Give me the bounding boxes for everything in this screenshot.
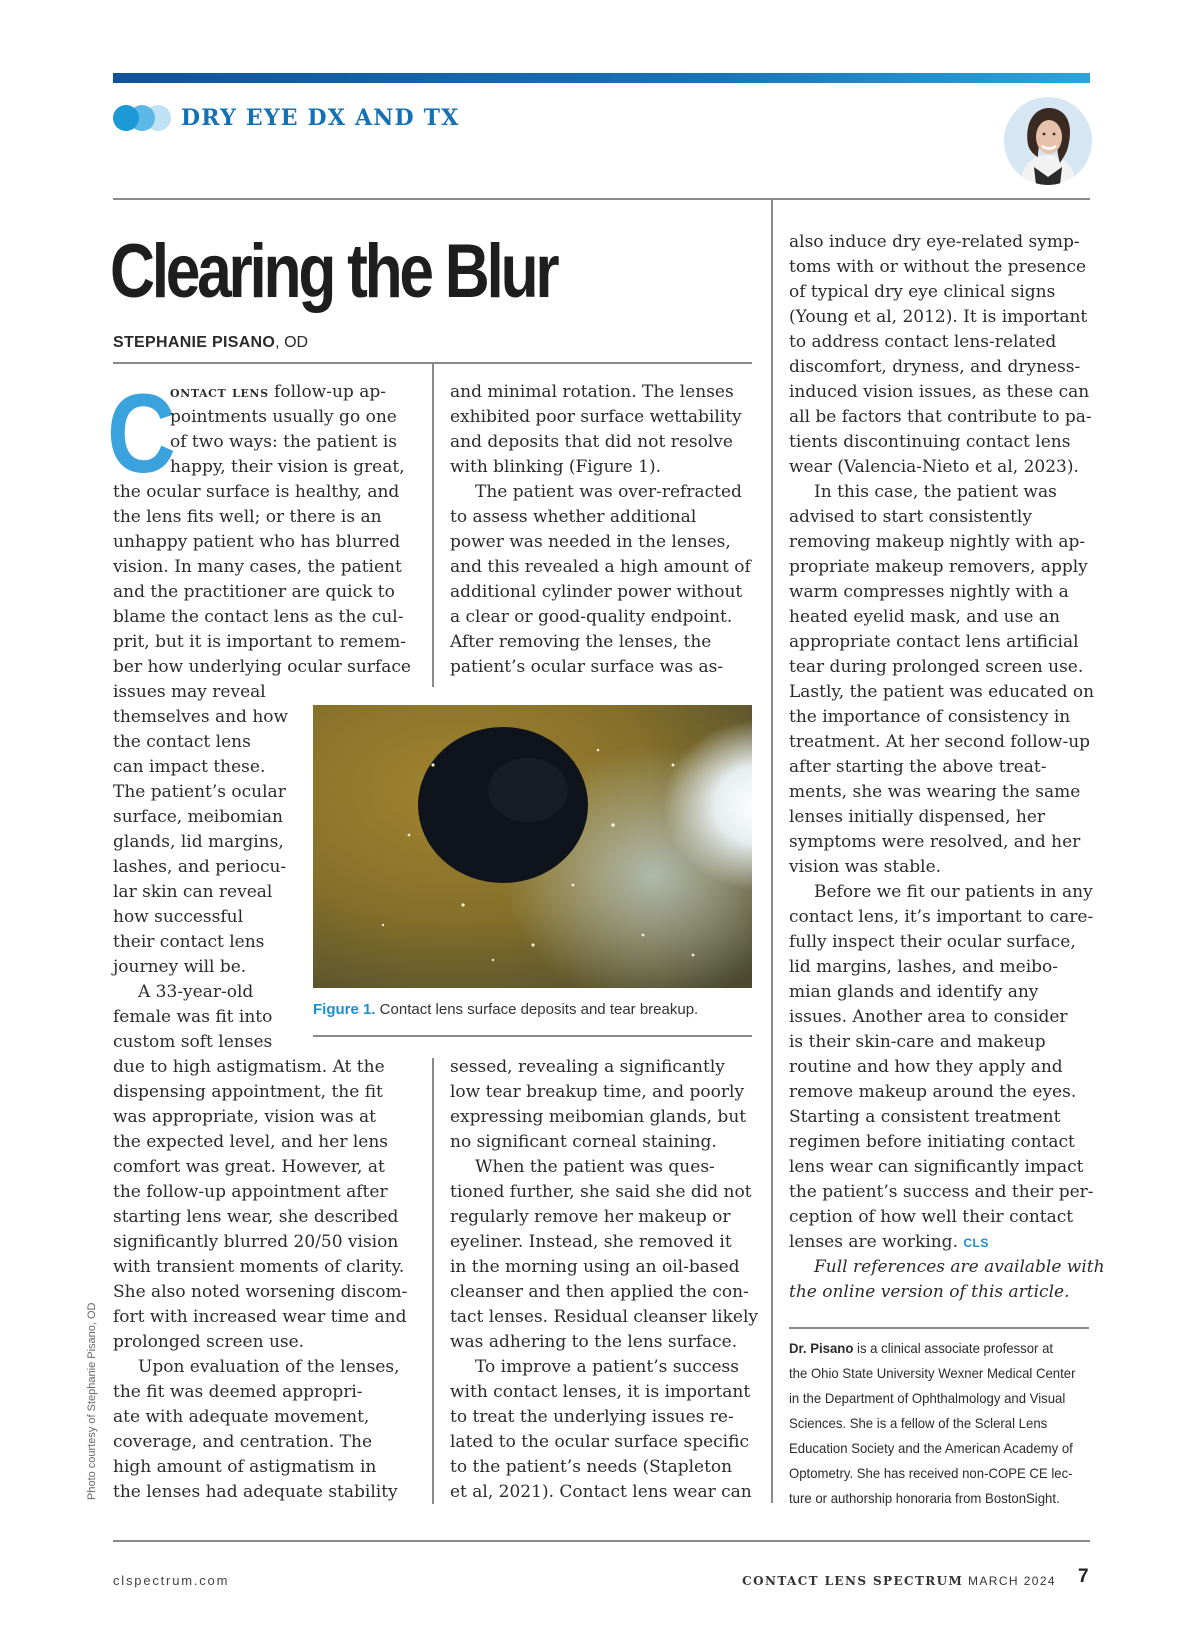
cls-end-mark: CLS	[963, 1236, 989, 1250]
drop-cap: C	[107, 371, 176, 496]
figure-number: Figure 1.	[313, 1001, 376, 1018]
figure-rule	[313, 1035, 752, 1037]
intro-smallcaps: ontact lens	[170, 383, 269, 401]
author-name: STEPHANIE PISANO	[113, 334, 276, 351]
author-credential: , OD	[275, 334, 309, 351]
col3-text: also induce dry eye-related symp- toms with or without the presence of typical dry eye clinical signs (Young et al, 2012). It is important to address contact lens-related discomfort, dryness, and dryness- induced vision issues, as these can all be factors that contribute to pa- tients discontinuing contact lens wear (Valencia-Nieto et al, 2023). In this case, the patient was advised to start consistently removing makeup nightly with ap- propriate makeup removers, apply warm compresses nightly with a heated eyelid mask, and use an appropriate contact lens artificial tear during prolonged screen use. Lastly, the patient was educated on the importance of consistency in treatment. At her second follow-up after starting the above treat- ments, she was wearing the same lenses initially dispensed, her symptoms were resolved, and her vision was stable. Before we fit our patients in any contact lens, it’s important to care- fully inspect their ocular surface, lid margins, lashes, and meibo- mian glands and identify any issues. Another area to consider is their skin-care and makeup routine and how they apply and remove makeup around the eyes. Starting a consistent treatment regimen before initiating contact lens wear can significantly impact the patient’s success and their per- ception of how well their contact lenses are working. CLS Full references are available with the online version of this article.	[789, 232, 1105, 1302]
bio-rule	[789, 1327, 1089, 1329]
author-photo	[1004, 97, 1092, 185]
column-rule-middle-bottom	[432, 1058, 434, 1504]
figure-caption: Figure 1. Contact lens surface deposits and tear breakup.	[313, 1001, 699, 1018]
intro-first-line: ontact lens follow-up ap-	[170, 382, 386, 402]
bio-name: Dr. Pisano	[789, 1340, 854, 1356]
byline	[113, 334, 308, 352]
article-title: Clearing the Blur	[110, 229, 557, 314]
column-rule-middle-top	[432, 362, 434, 687]
footer-website: clspectrum.com	[113, 1573, 230, 1588]
col2-top-text: and minimal rotation. The lenses exhibited poor surface wettability and deposits that did not resolve with blinking (Figure 1). The patient was over-refracted to assess whether additional power was needed in the lenses, and this revealed a high amount of additional cylinder power without a clear or good-quality endpoint. After removing the lenses, the patient’s ocular surface was as-	[450, 382, 751, 677]
col1-top-text: the ocular surface is healthy, and the lens fits well; or there is an unhappy patient who has blurred vision. In many cases, the patient and the practitioner are quick to blame the contact lens as the cul- prit, but it is important to remem- ber how underlying ocular surface	[113, 482, 411, 677]
column-rule-right	[771, 198, 773, 1503]
section-label: DRY EYE DX AND TX	[181, 105, 460, 131]
header-rule	[113, 198, 1090, 200]
figure-eye-image	[313, 705, 752, 988]
references-note: Full references are available with	[814, 1257, 1105, 1277]
author-bio: Dr. Pisano is a clinical associate professor at the Ohio State University Wexner Medical Center in the Department of Ophthalmology and Visual Sciences. She is a fellow of the Scleral Lens Education Society and the American Academy of Optometry. She has received non-COPE CE lec- ture or authorship honoraria from BostonSight.	[789, 1340, 1076, 1506]
photo-credit: Photo courtesy of Stephanie Pisano, OD	[86, 1302, 98, 1500]
col2-bottom-text: sessed, revealing a significantly low tear breakup time, and poorly expressing meibomian glands, but no significant corneal staining. When the patient was ques- tioned further, she said she did not regularly remove her makeup or eyeliner. Instead, she removed it in the morning using an oil-based cleanser and then applied the con- tact lenses. Residual cleanser likely was adhering to the lens surface. To improve a patient’s success with contact lenses, it is important to treat the underlying issues re- lated to the ocular surface specific to the patient’s needs (Stapleton et al, 2021). Contact lens wear can	[450, 1057, 759, 1502]
top-color-bar	[113, 73, 1090, 83]
col1-bottom-text: due to high astigmatism. At the dispensing appointment, the fit was appropriate, vision was at the expected level, and her lens comfort was great. However, at the follow-up appointment after starting lens wear, she described significantly blurred 20/50 vision with transient moments of clarity. She also noted worsening discom- fort with increased wear time and prolonged screen use. Upon evaluation of the lenses, the fit was deemed appropri- ate with adequate movement, coverage, and centration. The high amount of astigmatism in the lenses had adequate stability	[113, 1057, 408, 1502]
footer-publication: CONTACT LENS SPECTRUM MARCH 2024	[742, 1574, 1056, 1588]
section-dots-icon	[113, 105, 173, 131]
col1-indented-lines: pointments usually go one of two ways: the patient is happy, their vision is great,	[170, 407, 405, 477]
col1-narrow-text: issues may reveal themselves and how the contact lens can impact these. The patient’s ocular surface, meibomian glands, lid margins, lashes, and periocu- lar skin can reveal how successful their contact lens journey will be. A 33-year-old female was fit into custom soft lenses	[113, 682, 289, 1052]
page-number: 7	[1078, 1566, 1089, 1587]
footer-rule	[113, 1540, 1090, 1542]
section-tag	[113, 101, 460, 135]
